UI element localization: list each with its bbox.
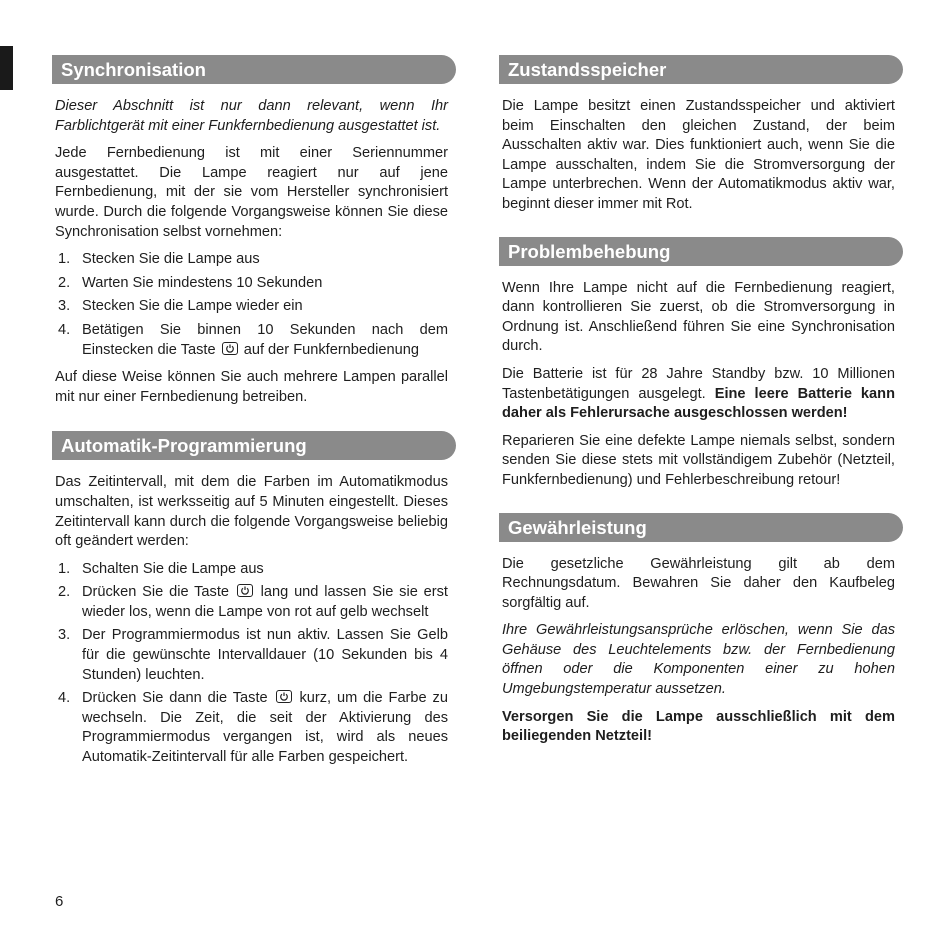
section-heading-gewaehrleistung: Gewährleistung bbox=[499, 513, 903, 542]
auto-steps bbox=[55, 560, 448, 768]
state-body: Die Lampe besitzt einen Zustandsspeicher und aktiviert beim Einschalten den gleichen Zustand, der beim Ausschalten aktiv war. Dies funktioniert auch, wenn Sie die Lampe ausschalten, indem Sie die Stromversorgung der Lampe unterbrechen. Wenn der Automatikmodus aktiv war, beginnt dieser immer mit Rot. bbox=[502, 98, 895, 212]
page-number: 6 bbox=[55, 893, 64, 910]
sync-body: Jede Fernbedienung ist mit einer Seriennummer ausgestattet. Die Lampe reagiert nur auf jene Fernbedienung, mit der sie vom Hersteller synchronisiert wurde. Durch die folgende Vorgangsweise können Sie diese Synchronisation selbst vornehmen: bbox=[55, 145, 448, 240]
left-column bbox=[52, 55, 456, 776]
list-item: 4. Drücken Sie dann die Taste kurz, um die Farbe zu wechseln. Die Zeit, die seit der Aktivierung des Programmiermodus vergangen ist, wird als neues Automatik-Zeitintervall für alle Farben gespeichert. bbox=[58, 690, 448, 766]
list-item: 3. Stecken Sie die Lampe wieder ein bbox=[58, 298, 303, 315]
sync-steps bbox=[55, 250, 448, 360]
remote-key-icon bbox=[276, 690, 292, 703]
list-item: 4. Betätigen Sie binnen 10 Sekunden nach dem Einstecken die Taste auf der Funkfernbedienung bbox=[58, 321, 448, 358]
right-column bbox=[499, 55, 903, 755]
list-item: 1. Stecken Sie die Lampe aus bbox=[58, 251, 260, 268]
section-heading-zustandsspeicher: Zustandsspeicher bbox=[499, 55, 903, 84]
list-item: 2. Warten Sie mindestens 10 Sekunden bbox=[58, 274, 323, 291]
section-heading-synchronisation: Synchronisation bbox=[52, 55, 456, 84]
section-heading-problembehebung: Problembehebung bbox=[499, 237, 903, 266]
section-heading-automatik: Automatik-Programmierung bbox=[52, 431, 456, 460]
remote-key-icon bbox=[237, 584, 253, 597]
page-edge-tab bbox=[0, 46, 13, 90]
list-item: 3. Der Programmiermodus ist nun aktiv. Lassen Sie Gelb für die gewünschte Intervalldauer (10 Sekunden bis 4 Stunden) leuchten. bbox=[58, 627, 448, 683]
trouble-p1: Wenn Ihre Lampe nicht auf die Fernbedienung reagiert, dann kontrollieren Sie zuerst, ob die Stromversorgung in Ordnung ist. Anschließend führen Sie eine Synchronisation durch. bbox=[502, 279, 895, 355]
warranty-p2: Ihre Gewährleistungsansprüche erlöschen, wenn Sie das Gehäuse des Leuchtelements bzw. der Fernbedienung öffnen oder die Komponenten einer zu hohen Umgebungstemperatur aussetzen. bbox=[502, 622, 895, 698]
trouble-p3: Reparieren Sie eine defekte Lampe niemals selbst, sondern senden Sie diese stets mit vollständigem Zubehör (Netzteil, Funkfernbedienung) und Fehlerbeschreibung retour! bbox=[502, 432, 895, 488]
sync-intro: Dieser Abschnitt ist nur dann relevant, wenn Ihr Farblichtgerät mit einer Funkfernbedienung ausgestattet ist. bbox=[55, 98, 448, 134]
auto-body: Das Zeitintervall, mit dem die Farben im Automatikmodus umschalten, ist werksseitig auf 5 Minuten eingestellt. Dieses Zeitintervall kann durch die folgende Vorgangsweise beliebig oft geändert werden: bbox=[55, 474, 448, 550]
trouble-p2: Die Batterie ist für 28 Jahre Standby bzw. 10 Millionen Tastenbetätigungen ausgelegt. Eine leere Batterie kann daher als Fehlerursache ausgeschlossen werden! bbox=[502, 365, 895, 422]
trouble-p2-emphasis: Eine leere Batterie kann daher als Fehlerursache ausgeschlossen werden! bbox=[502, 385, 895, 422]
remote-key-icon bbox=[222, 342, 238, 355]
warranty-p1: Die gesetzliche Gewährleistung gilt ab dem Rechnungsdatum. Bewahren Sie daher den Kaufbeleg sorgfältig auf. bbox=[502, 555, 895, 611]
sync-outro: Auf diese Weise können Sie auch mehrere Lampen parallel mit nur einer Fernbedienung betreiben. bbox=[55, 369, 448, 405]
list-item: 1. Schalten Sie die Lampe aus bbox=[58, 560, 264, 577]
warranty-p3: Versorgen Sie die Lampe ausschließlich mit dem beiliegenden Netzteil! bbox=[502, 708, 895, 745]
list-item: 2. Drücken Sie die Taste lang und lassen Sie sie erst wieder los, wenn die Lampe von rot auf gelb wechselt bbox=[58, 584, 448, 620]
